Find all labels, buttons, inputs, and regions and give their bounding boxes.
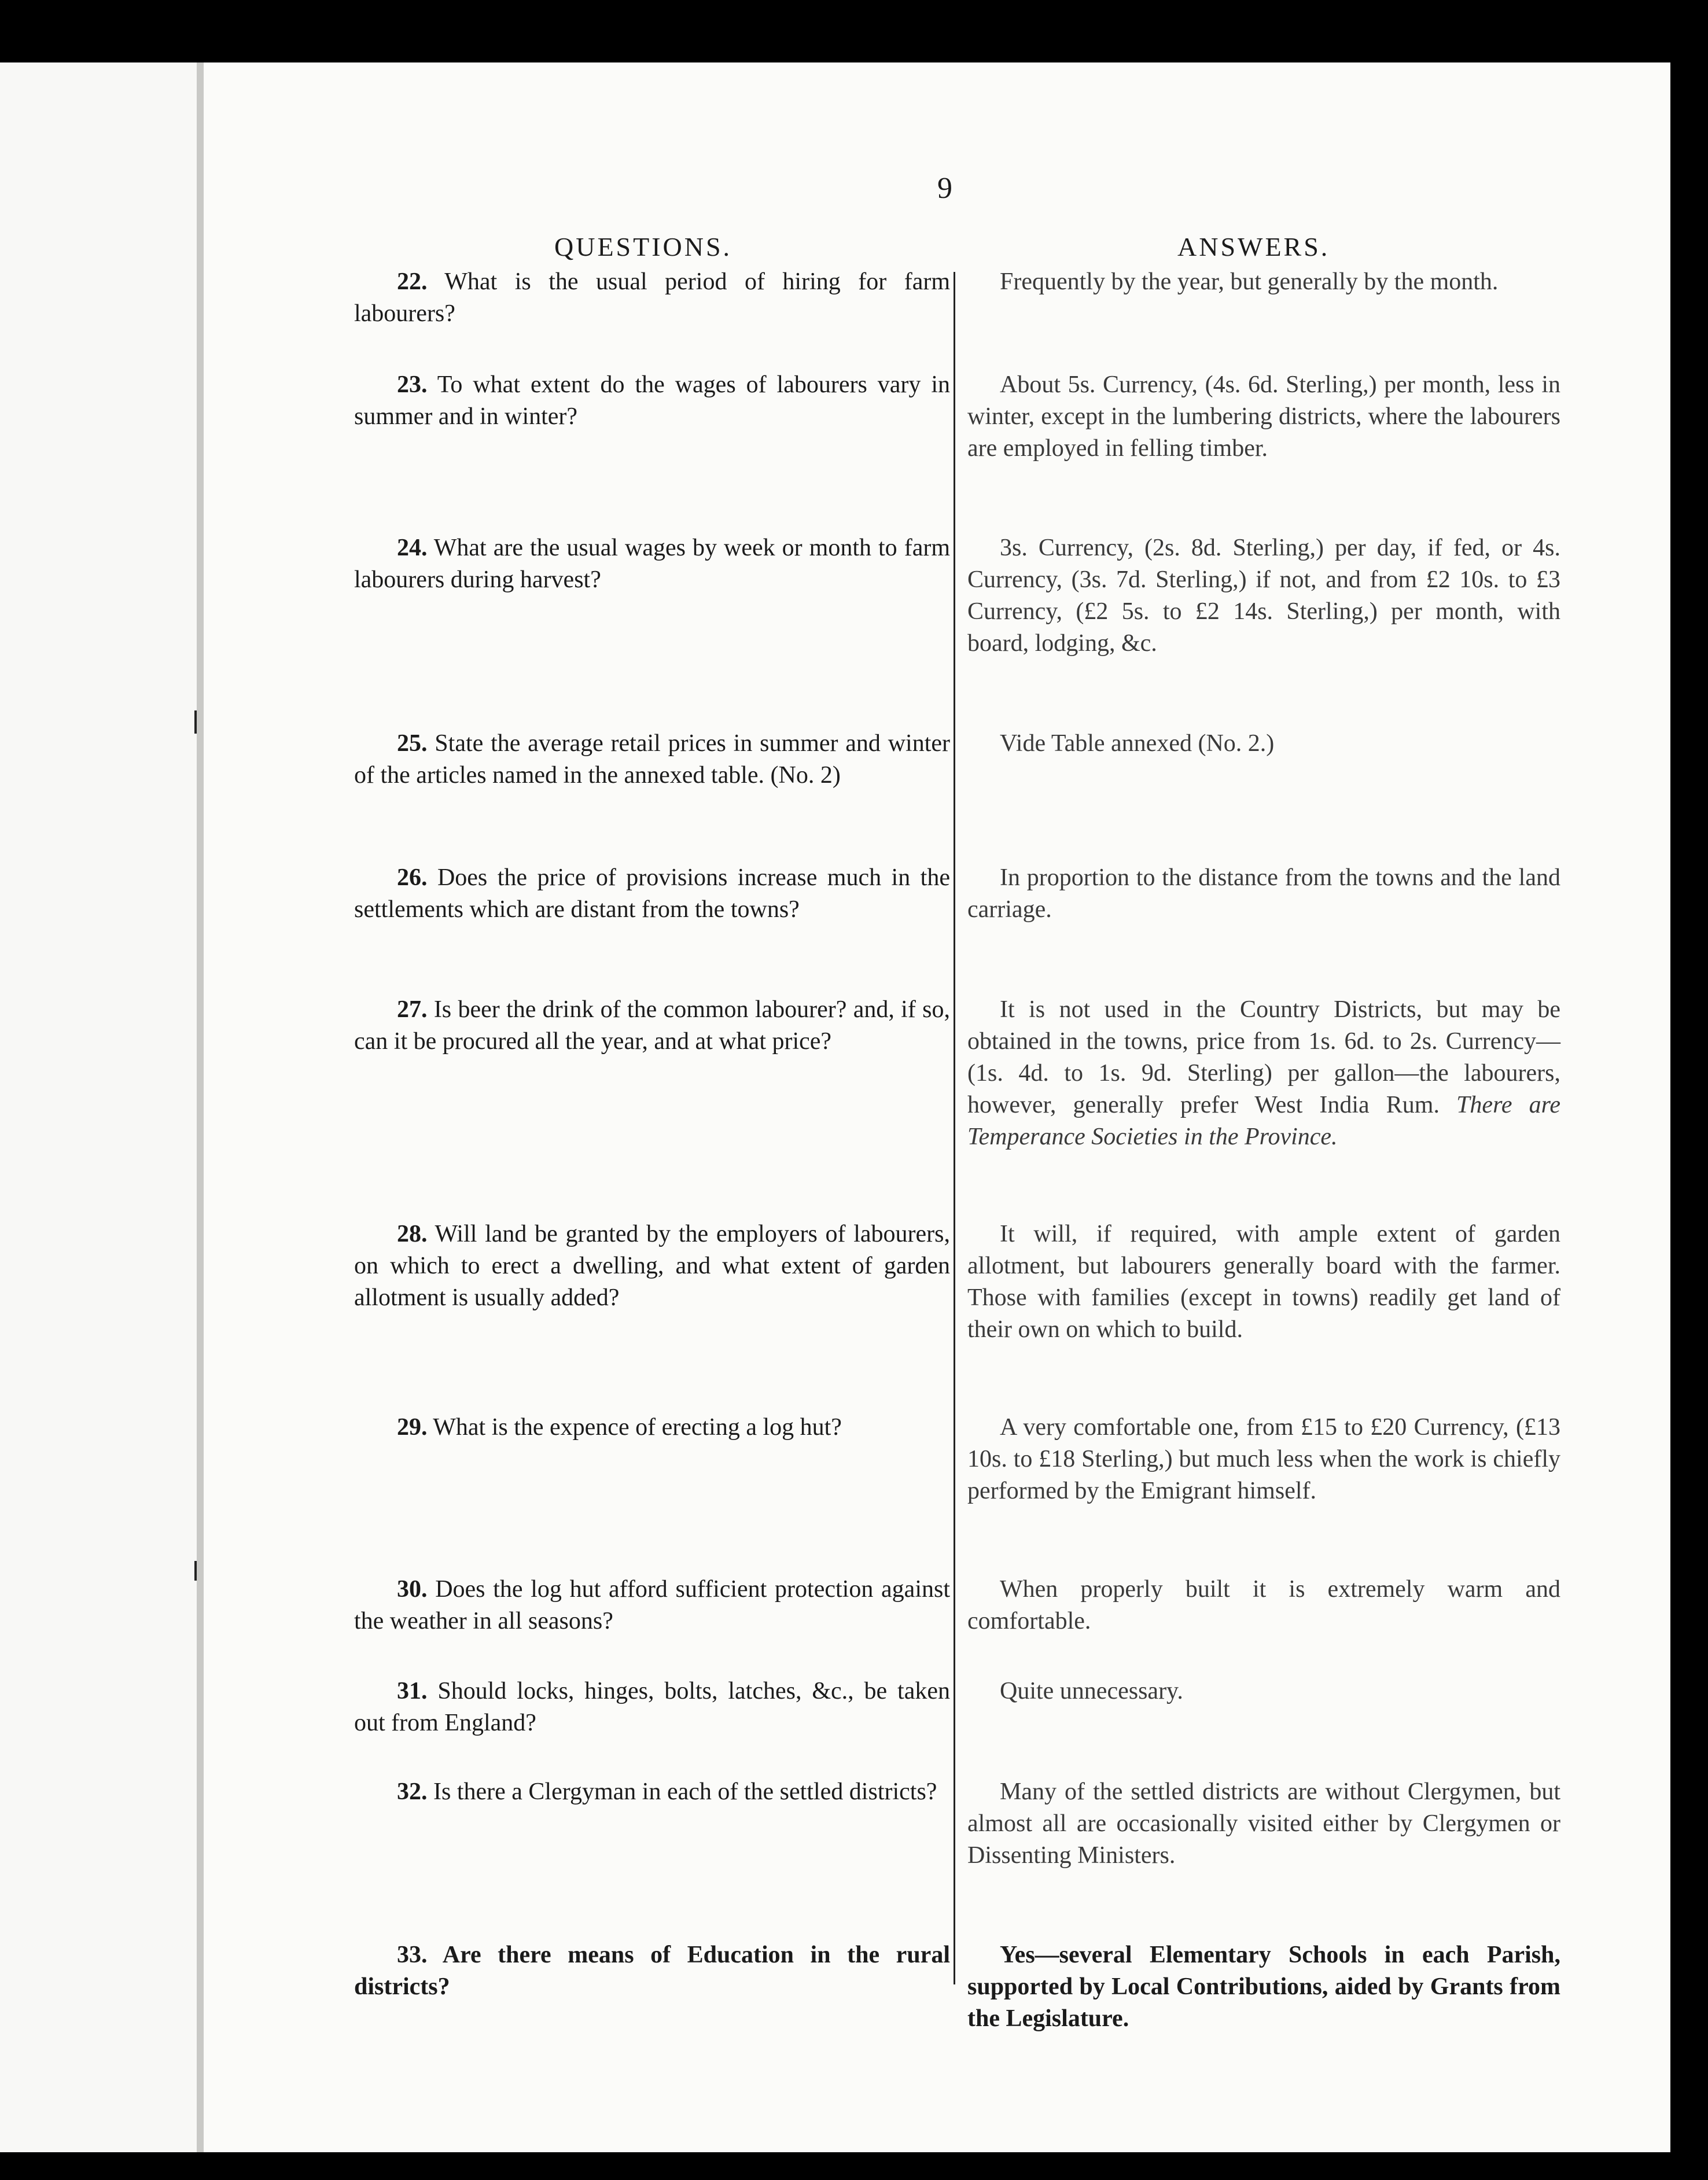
answer-28: It will, if required, with ample extent of garden allotment, but labourers generally board with the farmer. Those with families (except in towns) readily get land of their own on which to build. [967, 1221, 1560, 1343]
answer-31: Quite unnecessary. [1000, 1678, 1183, 1704]
question-27: 27. Is beer the drink of the common labourer? and, if so, can it be procured all the year, and at what price? [354, 996, 950, 1055]
answer-22: Frequently by the year, but generally by the month. [1000, 268, 1499, 295]
answers-header: ANSWERS. [1177, 232, 1330, 262]
question-28: 28. Will land be granted by the employers of labourers, on which to erect a dwelling, and what extent of garden allotment is usually added? [354, 1221, 950, 1311]
column-divider [954, 272, 955, 1984]
answer-25: Vide Table annexed (No. 2.) [1000, 730, 1275, 757]
question-30: 30. Does the log hut afford sufficient protection against the weather in all seasons? [354, 1576, 950, 1634]
question-32: 32. Is there a Clergyman in each of the settled districts? [397, 1778, 937, 1805]
answer-33: Yes—several Elementary Schools in each Parish, supported by Local Contributions, aided by Grants from the Legislature. [967, 1942, 1560, 2032]
answer-27: It is not used in the Country Districts, but may be obtained in the towns, price from 1s. 6d. to 2s. Currency—(1s. 4d. to 1s. 9d. Sterling) per gallon—the labourers, however, generally prefer West India Rum. There are Temperance Societies in the Province. [967, 996, 1560, 1150]
page-gutter [197, 62, 204, 2152]
page-number: 9 [937, 172, 952, 205]
question-29: 29. What is the expence of erecting a log hut? [397, 1414, 842, 1441]
question-26: 26. Does the price of provisions increase much in the settlements which are distant from the towns? [354, 864, 950, 923]
question-23: 23. To what extent do the wages of labourers vary in summer and in winter? [354, 371, 950, 430]
question-22: 22. What is the usual period of hiring for farm labourers? [354, 268, 951, 327]
question-33: 33. Are there means of Education in the rural districts? [354, 1942, 950, 2000]
answer-23: About 5s. Currency, (4s. 6d. Sterling,) per month, less in winter, except in the lumbering districts, where the labourers are employed in felling timber. [967, 371, 1560, 462]
answer-30: When properly built it is extremely warm and comfortable. [967, 1576, 1560, 1634]
questions-header: QUESTIONS. [554, 232, 732, 262]
question-25: 25. State the average retail prices in summer and winter of the articles named in the annexed table. (No. 2) [354, 730, 950, 789]
answer-32: Many of the settled districts are without Clergymen, but almost all are occasionally visited either by Clergymen or Dissenting Ministers. [967, 1778, 1560, 1869]
facing-page-edge [0, 62, 197, 2152]
question-31: 31. Should locks, hinges, bolts, latches, &c., be taken out from England? [354, 1678, 950, 1736]
answer-27-italic-note: There are Temperance Societies in the Province. [967, 1092, 1560, 1150]
answer-29: A very comfortable one, from £15 to £20 Currency, (£13 10s. to £18 Sterling,) but much less when the work is chiefly performed by the Emigrant himself. [967, 1414, 1560, 1504]
answer-24: 3s. Currency, (2s. 8d. Sterling,) per day, if fed, or 4s. Currency, (3s. 7d. Sterling,) if not, and from £2 10s. to £3 Currency, (£2 5s. to £2 14s. Sterling,) per month, with board, lodging, &c. [967, 535, 1560, 657]
answer-26: In proportion to the distance from the towns and the land carriage. [967, 864, 1560, 923]
question-24: 24. What are the usual wages by week or month to farm labourers during harvest? [354, 535, 950, 593]
